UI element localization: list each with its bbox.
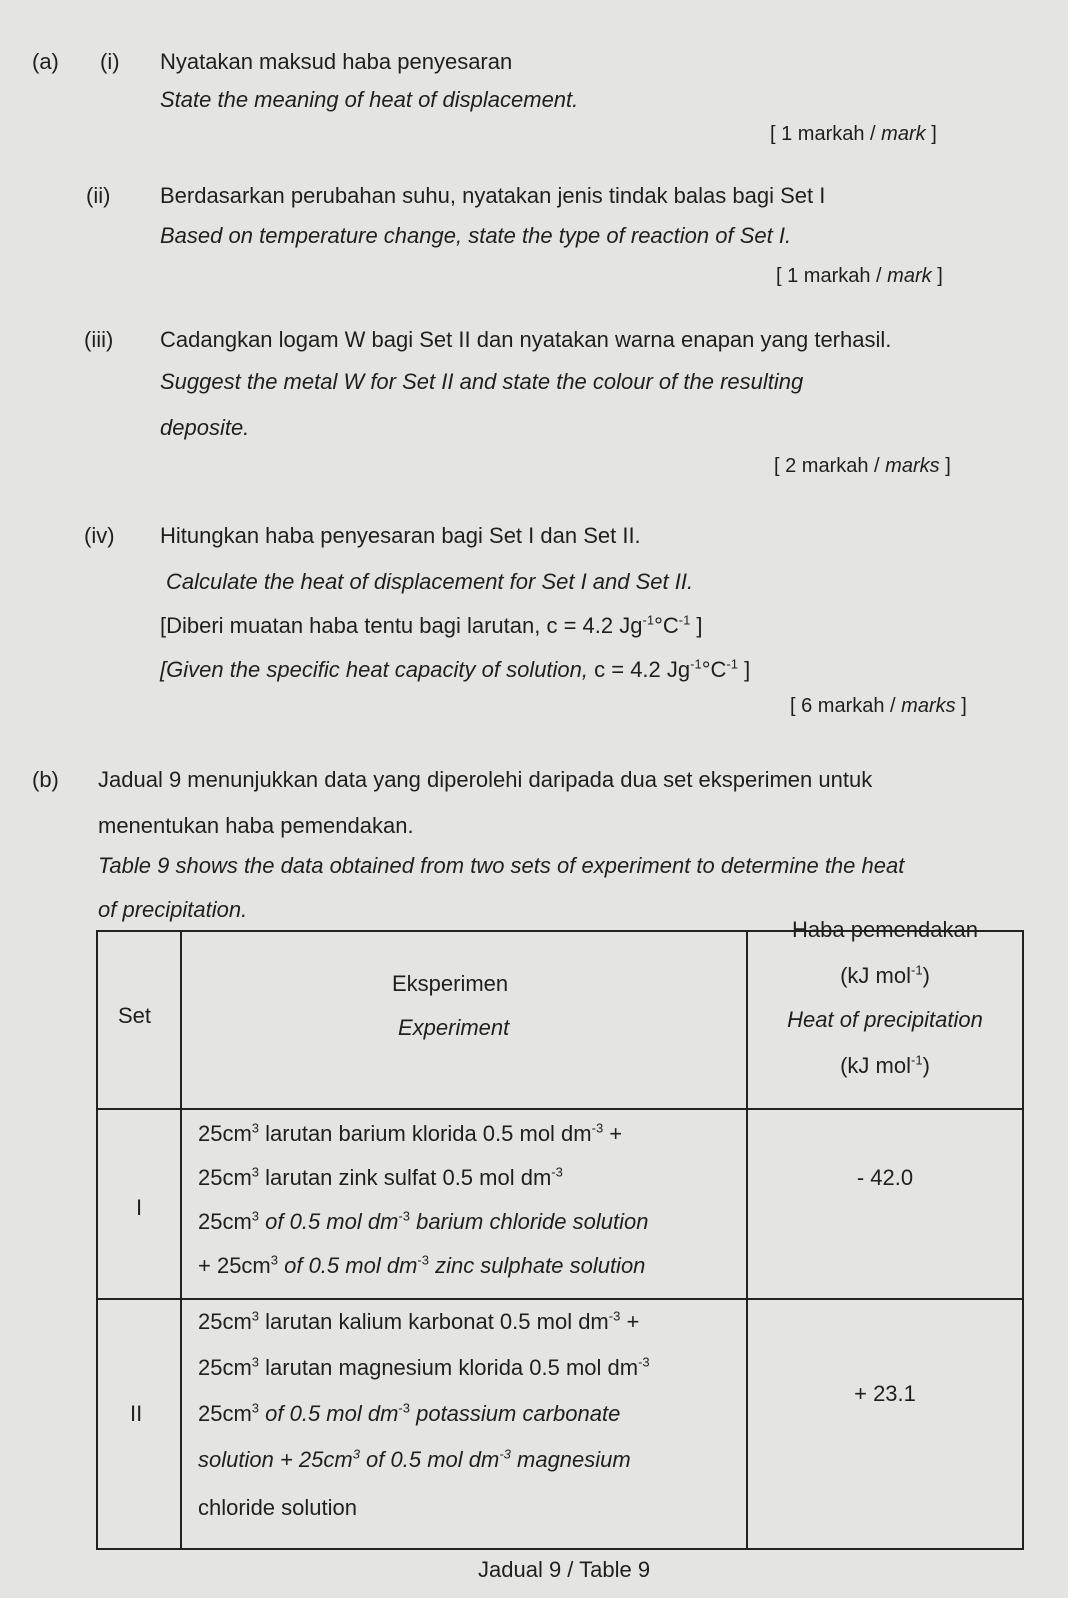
- q3-text-ms: Cadangkan logam W bagi Set II dan nyatakan warna enapan yang terhasil.: [160, 327, 892, 352]
- q3-number: (iii): [84, 327, 114, 352]
- header-experiment-en: Experiment: [398, 1015, 510, 1040]
- row-i-line-3: $25cm^3$ of 0.5 mol $dm^{-3}$ barium chloride solution: [198, 1208, 649, 1234]
- q1-mark: [ 1 markah / mark ]: [770, 123, 937, 145]
- q4-text-en: Calculate the heat of displacement for Set I and Set II.: [166, 569, 694, 594]
- part-b-text-ms-2: menentukan haba pemendakan.: [98, 813, 414, 838]
- row-ii-heat: + 23.1: [854, 1381, 916, 1406]
- header-unit-1: (kJ mol$^{-1}$): [840, 962, 930, 988]
- row-i-heat: - 42.0: [856, 1165, 914, 1190]
- table-9: [96, 917, 1024, 1550]
- row-ii-line-4: solution + $25cm^3$ of 0.5 mol $dm^{-3}$ magnesium: [198, 1446, 631, 1472]
- row-ii-line-5: chloride solution: [198, 1495, 357, 1520]
- row-set-i: I: [136, 1195, 143, 1220]
- q4-given-en: [Given the specific heat capacity of solution, c = 4.2 $Jg^{-1}^\circ C^{-1}$ ]: [160, 656, 751, 682]
- header-experiment-ms: Eksperimen: [392, 971, 509, 996]
- q3-mark: [ 2 markah / marks ]: [774, 455, 951, 477]
- q1-number: (i): [100, 49, 120, 74]
- row-ii-line-2: $25cm^3$ larutan magnesium klorida 0.5 mol $dm^{-3}$: [198, 1354, 650, 1380]
- row-i-line-4: + $25cm^3$ of 0.5 mol $dm^{-3}$ zinc sulphate solution: [198, 1252, 646, 1278]
- q4-text-ms: Hitungkan haba penyesaran bagi Set I dan Set II.: [160, 523, 641, 548]
- part-b-label: (b): [32, 767, 59, 792]
- row-ii-line-3: $25cm^3$ of 0.5 mol $dm^{-3}$ potassium carbonate: [198, 1400, 621, 1426]
- part-b-text-ms-1: Jadual 9 menunjukkan data yang diperolehi daripada dua set eksperimen untuk: [98, 767, 873, 792]
- q4-number: (iv): [84, 523, 115, 548]
- table-caption: Jadual 9 / Table 9: [478, 1557, 651, 1582]
- part-b-text-en-1: Table 9 shows the data obtained from two sets of experiment to determine the heat: [98, 853, 905, 878]
- header-heat-ms: Haba pemendakan: [792, 917, 978, 942]
- q3-text-en-1: Suggest the metal W for Set II and state the colour of the resulting: [160, 369, 804, 394]
- row-i-line-2: $25cm^3$ larutan zink sulfat 0.5 mol $dm^{-3}$: [198, 1164, 563, 1190]
- q2-text-ms: Berdasarkan perubahan suhu, nyatakan jenis tindak balas bagi Set I: [160, 183, 826, 208]
- q2-number: (ii): [86, 183, 111, 208]
- part-a-label: (a): [32, 49, 59, 74]
- q4-given-ms: [Diberi muatan haba tentu bagi larutan, c = 4.2 $Jg^{-1}^\circ C^{-1}$ ]: [160, 612, 703, 638]
- header-heat-en: Heat of precipitation: [787, 1007, 983, 1032]
- row-i-line-1: $25cm^3$ larutan barium klorida 0.5 mol $dm^{-3}$ +: [198, 1120, 623, 1146]
- q2-mark: [ 1 markah / mark ]: [776, 265, 943, 287]
- row-ii-line-1: $25cm^3$ larutan kalium karbonat 0.5 mol $dm^{-3}$ +: [198, 1308, 640, 1334]
- header-unit-2: (kJ mol$^{-1}$): [840, 1052, 930, 1078]
- q1-text-en: State the meaning of heat of displacement.: [160, 87, 579, 112]
- q4-mark: [ 6 markah / marks ]: [790, 695, 967, 717]
- q2-text-en: Based on temperature change, state the type of reaction of Set I.: [160, 223, 792, 248]
- part-b-text-en-2: of precipitation.: [98, 897, 248, 922]
- header-set: Set: [118, 1003, 152, 1028]
- q3-text-en-2: deposite.: [160, 415, 250, 440]
- q1-text-ms: Nyatakan maksud haba penyesaran: [160, 49, 513, 74]
- row-set-ii: II: [130, 1401, 143, 1426]
